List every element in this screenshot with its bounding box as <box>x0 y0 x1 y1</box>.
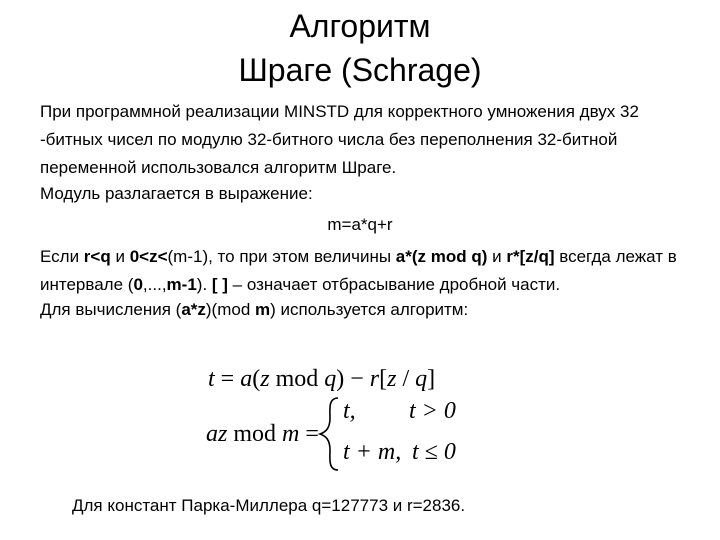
text-run: всегда лежат в интервале ( <box>40 247 677 294</box>
sym-r: r <box>369 366 380 392</box>
bold-run: r*[z/q] <box>506 247 555 266</box>
sym-az: az <box>206 421 228 447</box>
condition-paragraph <box>40 243 690 299</box>
sym-rbracket: ] <box>427 366 436 392</box>
bold-run: [ ] <box>211 275 228 294</box>
constants-paragraph: Для констант Парка-Миллера q=127773 и r=2836. <box>72 496 466 515</box>
formula-t-equation <box>208 366 435 392</box>
title-line-1: Алгоритм <box>289 8 431 44</box>
sym-z: z <box>387 366 397 392</box>
bold-run: m-1 <box>166 275 197 294</box>
sym-a: a <box>240 366 253 392</box>
bold-run: a*z <box>181 300 206 319</box>
case1-condition: t > 0 <box>409 398 456 424</box>
sym-q: q <box>415 366 428 392</box>
formula-lhs <box>206 421 319 447</box>
text-run: Для вычисления ( <box>40 300 182 319</box>
sym-t: t <box>208 366 215 392</box>
sym-lparen: ( <box>252 366 261 392</box>
bold-run: m <box>255 300 271 319</box>
text-run: Если <box>40 247 84 266</box>
case2-value: t + m, <box>343 439 402 465</box>
text-run: – означает отбрасывание дробной части. <box>227 275 561 294</box>
case2-condition: t ≤ 0 <box>412 439 456 465</box>
text-run: ,..., <box>142 275 167 294</box>
text-run: ). <box>196 275 212 294</box>
sym-m: m <box>282 421 300 447</box>
bold-run: r<q <box>83 247 111 266</box>
title-line-2: Шраге (Schrage) <box>238 52 482 88</box>
sym-equals: = <box>214 366 241 392</box>
text-run: )(mod <box>205 300 256 319</box>
computation-label <box>40 296 690 324</box>
text-run: и <box>487 247 507 266</box>
bold-run: 0 <box>133 275 143 294</box>
sym-rparen: ) <box>336 366 345 392</box>
case1-value: t, <box>343 398 356 424</box>
bold-run: 0<z< <box>129 247 168 266</box>
bold-run: a*(z mod q) <box>395 247 488 266</box>
left-brace <box>320 398 338 470</box>
sym-z: z <box>260 366 270 392</box>
text-run: ) используется алгоритм: <box>270 300 469 319</box>
decomposition-formula: m=a*q+r <box>327 215 393 234</box>
sym-minus: − <box>344 366 370 392</box>
decomposition-label: Модуль разлагается в выражение: <box>40 184 313 203</box>
text-run: (m-1), то при этом величины <box>167 247 396 266</box>
text-run: и <box>110 247 130 266</box>
intro-paragraph: При программной реализации MINSTD для корректного умножения двух 32 -битных чисел по модулю 32-битного числа без переполнения 32-битной переменной использовался алгоритм Шраге. <box>40 102 639 177</box>
sym-slash: / <box>396 366 416 392</box>
sym-equals: = <box>299 421 319 447</box>
sym-mod: mod <box>269 366 325 392</box>
sym-q: q <box>324 366 337 392</box>
sym-lbracket: [ <box>379 366 388 392</box>
sym-mod: mod <box>227 421 283 447</box>
